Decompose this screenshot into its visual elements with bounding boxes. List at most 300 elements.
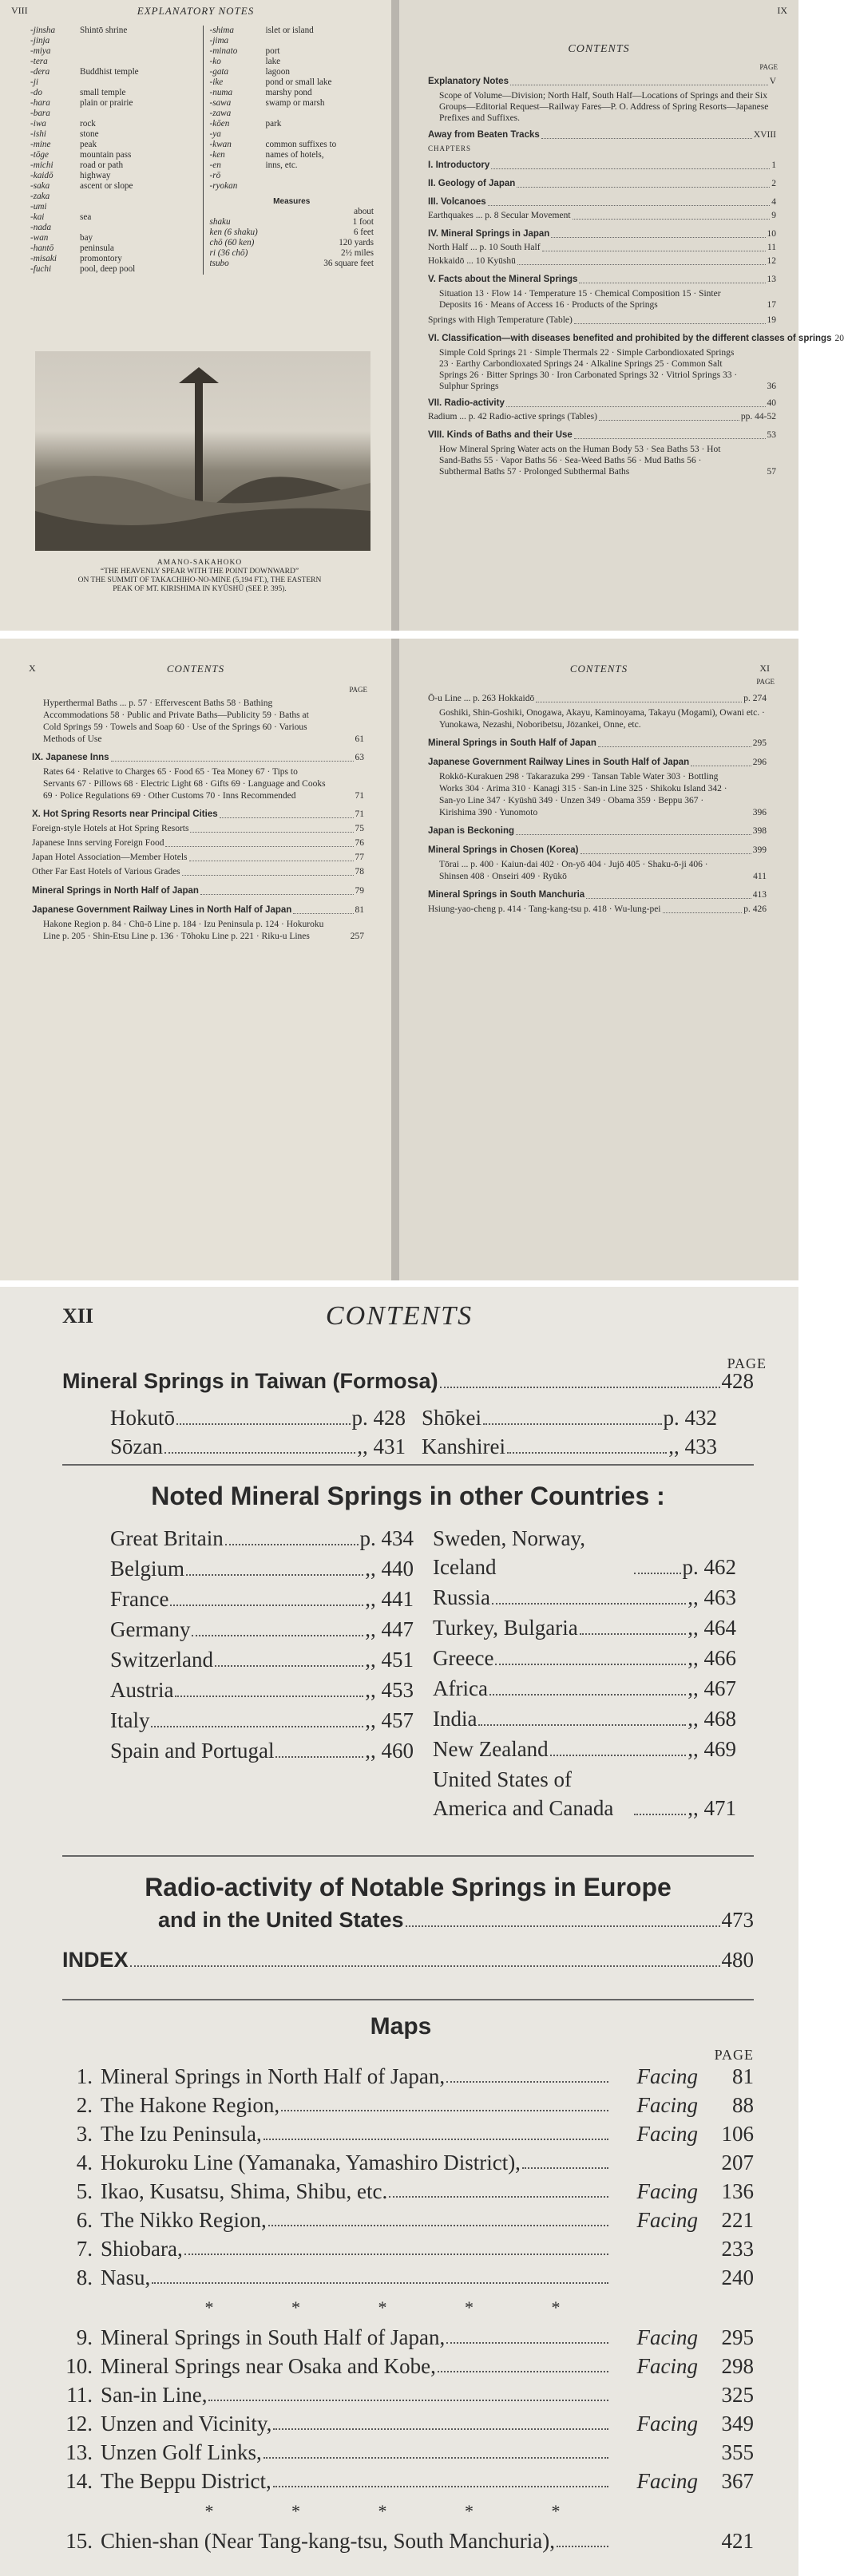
maps-section <box>48 2013 754 2557</box>
toc-leader <box>200 884 354 895</box>
toc-page: 61 <box>355 734 364 744</box>
leader <box>389 2178 608 2198</box>
page-label: PAGE <box>759 63 778 71</box>
toc-text: Hyperthermal Baths ... p. 57 · Effervescent Baths 58 · Bathing Accommodations 58 · Public and Private Baths—Publicity 59 · Baths at Cold Springs 59 · Towels and Soap 60 · Use of the Springs 60 · Various Methods of Use <box>43 698 309 744</box>
gloss-suffix: -ryokan <box>209 181 238 191</box>
map-facing: Facing <box>636 2122 698 2146</box>
gloss-row <box>210 36 374 46</box>
page-xii <box>0 1287 798 2576</box>
country-page: ,, 466 <box>687 1646 736 1670</box>
country-item <box>433 1613 736 1642</box>
taiwan-section <box>62 1367 754 1461</box>
gloss-meaning: Shintō shrine <box>80 26 128 35</box>
gloss-suffix: -numa <box>209 88 233 97</box>
country-name: Sweden, Norway, Iceland <box>433 1526 585 1579</box>
running-header: EXPLANATORY NOTES <box>137 5 255 17</box>
toc-page: 20 <box>834 334 844 343</box>
toc-leader <box>599 410 739 421</box>
toc-title: Mineral Springs in South Manchuria <box>428 890 585 900</box>
toc-entry <box>428 691 767 706</box>
gloss-row <box>30 160 195 171</box>
toc-subentries <box>32 919 364 943</box>
leader <box>273 2411 608 2430</box>
toc-text: Hakone Region p. 84 · Chū-ō Line p. 184 · Izu Peninsula p. 124 · Hokuroku Line p. 205 · Shin-Etsu Line p. 136 · Tōhoku Line p. 221 · Riku-u Lines <box>43 920 324 941</box>
toc-subentries <box>32 766 364 802</box>
toc-entry <box>32 903 364 917</box>
map-number: 15. <box>65 2529 93 2553</box>
toc-title: VIII. Kinds of Baths and their Use <box>428 430 573 440</box>
gloss-suffix: -tōge <box>30 150 49 160</box>
leader <box>176 1403 351 1425</box>
gloss-suffix: -hara <box>30 98 50 108</box>
map-page: 221 <box>721 2208 754 2232</box>
toc-page: 76 <box>355 838 364 848</box>
toc-title: Radium ... p. 42 Radio-active springs (Tables) <box>428 412 597 421</box>
toc-page: 1 <box>771 160 776 170</box>
toc-page: 40 <box>767 398 776 408</box>
toc-leader <box>293 903 353 914</box>
gloss-row <box>210 67 374 77</box>
toc-entry <box>428 843 767 857</box>
gloss-meaning: islet or island <box>265 26 314 35</box>
toc-leader <box>220 807 354 818</box>
toc-subentries <box>428 347 776 392</box>
toc-page: 4 <box>771 197 776 207</box>
toc-entry <box>428 332 844 346</box>
leader <box>275 1756 363 1758</box>
measure-row <box>210 207 374 217</box>
toc-entry <box>428 314 776 327</box>
running-header: CONTENTS <box>166 663 225 675</box>
map-entry <box>48 2150 754 2176</box>
gloss-meaning: peninsula <box>80 243 114 253</box>
gloss-row <box>210 46 374 57</box>
toc-leader <box>579 273 765 283</box>
divider <box>62 1855 754 1857</box>
running-header: CONTENTS <box>568 43 630 55</box>
country-page: ,, 463 <box>687 1585 736 1609</box>
gloss-suffix: -hantō <box>30 243 54 253</box>
gloss-row <box>210 109 374 119</box>
toc-text: Rokkō-Kurakuen 298 · Takarazuka 299 · Tansan Table Water 303 · Bottling Works 304 · Arima 310 · Kanagi 315 · San-in Line 325 · Shikoku Island 342 · San-yo Line 347 · Kyūshū 349 · Unzen 349 · Obama 359 · Beppu 367 · Kirishima 390 · Yunomoto <box>439 772 727 817</box>
gloss-row <box>210 98 374 109</box>
page-number: VIII <box>11 5 28 16</box>
toc-page: 296 <box>752 758 767 767</box>
measure-unit: ri (36 chō) <box>209 248 248 258</box>
toc-title: IV. Mineral Springs in Japan <box>428 229 550 239</box>
map-title-wrap <box>101 2207 610 2234</box>
toc-entry <box>428 159 776 172</box>
map-title: Unzen and Vicinity, <box>101 2412 272 2436</box>
leader <box>184 2236 608 2255</box>
gloss-suffix: -iwa <box>30 119 46 129</box>
gloss-suffix: -nada <box>30 223 52 232</box>
toc-leader <box>516 824 751 835</box>
gloss-suffix: -en <box>209 160 221 170</box>
map-title: Shiobara, <box>101 2237 183 2261</box>
caption-line: “THE HEAVENLY SPEAR WITH THE POINT DOWNWARD” <box>100 568 299 576</box>
gloss-row <box>30 119 195 129</box>
measure-unit: shaku <box>209 217 231 227</box>
toc-leader <box>663 902 743 913</box>
other-left-list <box>110 1524 414 1824</box>
toc-page: 71 <box>355 791 364 801</box>
toc-entry <box>428 209 776 223</box>
taiwan-item <box>422 1432 717 1461</box>
map-title-wrap <box>101 2064 610 2090</box>
leader <box>281 2092 608 2111</box>
leader <box>264 2439 608 2459</box>
gloss-suffix: -do <box>30 88 42 97</box>
toc-text: Situation 13 · Flow 14 · Temperature 15 · Chemical Composition 15 · Sinter Deposits 16 · Means of Access 16 · Products of the Springs <box>439 289 721 310</box>
map-entry <box>48 2207 754 2234</box>
gloss-suffix: -misaki <box>30 254 57 263</box>
gloss-suffix: -shima <box>209 26 234 35</box>
toc-entry <box>428 429 776 442</box>
toc-page: 71 <box>355 809 364 819</box>
toc-text: Scope of Volume—Division; North Half, South Half—Locations of Springs and their Six Groups—Editorial Request—Railway Fares—P. O. Address of Spring Resorts—Japanese Prefixes and Suffixes. <box>439 91 769 123</box>
measure-value: 1 foot <box>352 217 374 227</box>
glossary-right <box>203 26 374 275</box>
caption-line: PEAK OF MT. KIRISHIMA IN KYŪSHŪ (SEE P. 395). <box>113 585 287 593</box>
leader <box>492 1603 686 1605</box>
map-title: The Hakone Region, <box>101 2093 280 2117</box>
country-page: ,, 471 <box>687 1796 736 1820</box>
country-item <box>110 1554 414 1583</box>
gloss-meaning: peak <box>80 140 97 149</box>
toc-page: 79 <box>355 886 364 896</box>
caption-title: AMANO-SAKAHOKO <box>157 559 243 567</box>
measure-unit: ken (6 shaku) <box>209 228 258 237</box>
toc-title: Mineral Springs in Chosen (Korea) <box>428 845 579 855</box>
map-entry <box>48 2353 754 2380</box>
gloss-row <box>30 192 195 202</box>
gloss-row <box>30 233 195 243</box>
toc-entry <box>32 750 364 765</box>
leader <box>438 2353 608 2372</box>
gloss-row <box>30 150 195 160</box>
index-label: INDEX <box>62 1948 129 1972</box>
gloss-suffix: -ishi <box>30 129 46 139</box>
country-page: ,, 464 <box>687 1616 736 1640</box>
measure-unit: chō (60 ken) <box>209 238 255 247</box>
toc-entry <box>428 824 767 838</box>
gloss-meaning: Buddhist temple <box>80 67 139 77</box>
toc-subentries <box>32 698 364 746</box>
toc-page: 77 <box>355 853 364 862</box>
toc-title: Ō-u Line ... p. 263 Hokkaidō <box>428 694 535 703</box>
spread-2 <box>0 639 798 1280</box>
taiwan-item <box>110 1403 406 1432</box>
gloss-meaning: rock <box>80 119 96 129</box>
country-name: Turkey, Bulgaria <box>433 1616 578 1640</box>
measures-title: Measures <box>273 197 311 206</box>
gloss-meaning: lagoon <box>265 67 290 77</box>
leader <box>170 1605 363 1606</box>
measure-value: 36 square feet <box>323 259 374 268</box>
item-name: Hokutō <box>110 1406 175 1430</box>
leader <box>225 1544 359 1545</box>
toc-leader <box>536 691 742 702</box>
toc-leader <box>517 255 766 265</box>
toc-leader <box>574 314 766 324</box>
country-item <box>110 1736 414 1765</box>
map-facing <box>610 2439 698 2466</box>
map-title: Ikao, Kusatsu, Shima, Shibu, etc. <box>101 2179 388 2203</box>
country-name: Africa <box>433 1676 488 1700</box>
gloss-row <box>210 57 374 67</box>
spread-1 <box>0 0 844 631</box>
gloss-suffix: -umi <box>30 202 47 212</box>
gloss-suffix: -jima <box>209 36 229 46</box>
toc-title: Springs with High Temperature (Table) <box>428 315 573 325</box>
country-item <box>433 1674 736 1703</box>
map-title: Mineral Springs in North Half of Japan, <box>101 2064 446 2088</box>
country-item <box>110 1676 414 1704</box>
map-entry <box>48 2178 754 2205</box>
divider <box>62 1999 754 2000</box>
toc-entry <box>32 836 364 850</box>
map-page: 421 <box>721 2529 754 2553</box>
toc-text: Tōrai ... p. 400 · Kaiun-dai 402 · On-yō 404 · Jujō 405 · Shaku-ō-ji 406 · Shinsen 408 · Onseiri 409 · Ryūkō <box>439 860 708 881</box>
country-name: Germany <box>110 1617 191 1641</box>
map-title-wrap <box>101 2411 610 2437</box>
toc-page: XVIII <box>753 130 776 140</box>
map-number: 8. <box>76 2265 93 2289</box>
map-entry <box>48 2528 754 2554</box>
toc-entry <box>428 177 776 191</box>
country-name: India <box>433 1707 477 1731</box>
map-number: 9. <box>76 2325 93 2349</box>
toc-title: Earthquakes ... p. 8 Secular Movement <box>428 211 571 220</box>
country-page: ,, 453 <box>365 1678 414 1702</box>
map-title-wrap <box>101 2528 610 2554</box>
gloss-meaning: sea <box>80 212 92 222</box>
toc-page: 17 <box>767 300 776 310</box>
leader <box>634 1814 686 1815</box>
toc-subentries <box>428 859 767 883</box>
toc-entry <box>428 255 776 268</box>
map-number: 12. <box>65 2412 93 2436</box>
map-page: 349 <box>721 2412 754 2436</box>
gloss-suffix: -kaidō <box>30 171 53 180</box>
map-number: 13. <box>65 2440 93 2464</box>
radio-section <box>62 1873 754 1974</box>
toc-leader <box>506 397 766 407</box>
measure-row <box>210 217 374 228</box>
map-number: 10. <box>65 2354 93 2378</box>
toc-subentries <box>428 707 767 731</box>
leader <box>215 1665 363 1667</box>
toc-leader <box>541 129 752 139</box>
gloss-suffix: -tera <box>30 57 48 66</box>
country-name: United States of America and Canada <box>433 1767 614 1820</box>
other-right-list <box>433 1524 736 1824</box>
map-entry <box>48 2236 754 2262</box>
leader <box>507 1432 667 1454</box>
toc-title: Mineral Springs in South Half of Japan <box>428 738 596 748</box>
toc-page: 63 <box>355 753 364 762</box>
country-page: ,, 468 <box>687 1707 736 1731</box>
maps-list <box>48 2064 754 2554</box>
leader <box>175 1696 363 1697</box>
toc-leader <box>517 177 770 188</box>
map-number: 11. <box>66 2383 93 2407</box>
map-title: The Beppu District, <box>101 2469 271 2493</box>
country-page: ,, 460 <box>365 1739 414 1763</box>
toc-leader <box>551 228 765 238</box>
toc-leader <box>573 209 771 220</box>
separator-stars: * * * * * <box>204 2501 597 2521</box>
toc-caption: CHAPTERS <box>428 144 472 152</box>
radio-title-2: and in the United States <box>158 1908 404 1932</box>
map-title-wrap <box>101 2325 610 2351</box>
map-page: 88 <box>732 2093 754 2117</box>
map-entry <box>48 2064 754 2090</box>
toc-page: pp. 44-52 <box>740 412 776 421</box>
measure-row <box>210 259 374 269</box>
toc-title: Mineral Springs in North Half of Japan <box>32 886 199 896</box>
gloss-row <box>30 36 195 46</box>
gloss-row <box>30 88 195 98</box>
toc-leader <box>491 159 770 169</box>
radio-title-1: Radio-activity of Notable Springs in Europe <box>145 1873 672 1901</box>
toc-entry <box>32 865 364 879</box>
maps-page-label: PAGE <box>714 2047 754 2063</box>
map-entry <box>48 2439 754 2466</box>
map-entry <box>48 2325 754 2351</box>
map-title: Chien-shan (Near Tang-kang-tsu, South Manchuria), <box>101 2529 555 2553</box>
measure-row <box>210 228 374 238</box>
map-title-wrap <box>101 2236 610 2262</box>
toc-page: p. 426 <box>743 904 767 914</box>
map-page: 81 <box>732 2064 754 2088</box>
gloss-meaning: swamp or marsh <box>265 98 325 108</box>
map-title: The Izu Peninsula, <box>101 2122 262 2146</box>
toc-leader <box>691 755 751 766</box>
map-number: 4. <box>76 2151 93 2174</box>
toc-subentries <box>428 444 776 477</box>
gloss-row <box>30 254 195 264</box>
divider <box>62 1464 754 1466</box>
map-title: Mineral Springs near Osaka and Kobe, <box>101 2354 436 2378</box>
toc-subentries <box>428 288 776 311</box>
leader <box>495 1664 686 1665</box>
item-name: Shōkei <box>422 1406 482 1430</box>
toc-leader <box>510 75 768 85</box>
leader <box>208 2382 608 2401</box>
toc-page: 411 <box>753 872 767 881</box>
country-name: France <box>110 1587 169 1611</box>
gloss-suffix: -ya <box>209 129 221 139</box>
gloss-suffix: -wan <box>30 233 49 243</box>
map-title: Unzen Golf Links, <box>101 2440 262 2464</box>
gloss-suffix: -ji <box>30 77 38 87</box>
country-page: ,, 469 <box>687 1737 736 1761</box>
leader <box>580 1633 687 1635</box>
gloss-row <box>210 150 374 160</box>
other-section <box>62 1482 754 1824</box>
measure-unit: tsubo <box>209 259 229 268</box>
toc-entry <box>428 273 776 287</box>
page-xi <box>399 639 798 1280</box>
gloss-row <box>210 129 374 140</box>
page-label: PAGE <box>756 678 775 686</box>
toc-entry <box>428 410 776 424</box>
map-page: 295 <box>721 2325 754 2349</box>
country-page: ,, 447 <box>365 1617 414 1641</box>
gloss-row <box>30 202 195 212</box>
leader <box>557 2528 608 2547</box>
gloss-suffix: -jinsha <box>30 26 56 35</box>
gloss-row <box>30 129 195 140</box>
toc-leader <box>574 429 766 439</box>
taiwan-title: Mineral Springs in Taiwan (Formosa) <box>62 1369 438 1393</box>
gloss-meaning: pool, deep pool <box>80 264 136 274</box>
gloss-suffix: -rō <box>209 171 221 180</box>
toc-page: 78 <box>355 867 364 876</box>
country-item <box>433 1583 736 1612</box>
measure-value: about <box>354 207 374 216</box>
toc-title: VI. Classification—with diseases benefited and prohibited by the different classes of springs <box>428 334 832 343</box>
gloss-row <box>210 77 374 88</box>
map-title: Mineral Springs in South Half of Japan, <box>101 2325 446 2349</box>
gloss-meaning: marshy pond <box>265 88 312 97</box>
toc-title: Japanese Government Railway Lines in South Half of Japan <box>428 758 690 767</box>
index-page: 480 <box>721 1948 754 1972</box>
toc-title: V. Facts about the Mineral Springs <box>428 275 578 284</box>
page-number: XII <box>62 1304 94 1328</box>
toc-page: 81 <box>355 905 364 915</box>
map-page: 240 <box>721 2265 754 2289</box>
gloss-meaning: plain or prairie <box>80 98 133 108</box>
gloss-meaning: stone <box>80 129 99 139</box>
toc-list <box>32 696 364 946</box>
map-facing: Facing <box>636 2093 698 2117</box>
country-name: Great Britain <box>110 1526 224 1550</box>
toc-title: I. Introductory <box>428 160 490 170</box>
map-page: 207 <box>721 2151 754 2174</box>
item-page: p. 428 <box>351 1406 406 1430</box>
map-number: 6. <box>76 2208 93 2232</box>
map-facing <box>610 2236 698 2262</box>
toc-subentries <box>428 771 767 819</box>
map-title-wrap <box>101 2468 610 2495</box>
country-page: ,, 440 <box>365 1557 414 1581</box>
page-x <box>0 639 391 1280</box>
toc-title: North Half ... p. 10 South Half <box>428 243 541 252</box>
item-page: ,, 433 <box>668 1434 717 1458</box>
toc-page: 12 <box>767 256 776 266</box>
country-page: ,, 441 <box>365 1587 414 1611</box>
gloss-suffix: -bara <box>30 109 50 118</box>
gloss-suffix: -mine <box>30 140 51 149</box>
toc-entry <box>428 75 776 89</box>
gloss-row <box>30 243 195 254</box>
toc-text: How Mineral Spring Water acts on the Human Body 53 · Sea Baths 53 · Hot Sand-Baths 55 · Vapor Baths 56 · Sea-Weed Baths 56 · Mud Baths 56 · Subthermal Baths 57 · Prolonged Subthermal Baths <box>439 445 721 477</box>
toc-page: 295 <box>752 738 767 748</box>
suffix-glossary <box>30 26 374 275</box>
measure-row <box>210 238 374 248</box>
toc-page: p. 274 <box>743 694 767 703</box>
country-item <box>110 1706 414 1735</box>
map-page: 367 <box>721 2469 754 2493</box>
toc-page: 10 <box>767 229 776 239</box>
map-page: 298 <box>721 2354 754 2378</box>
gloss-suffix: -gata <box>209 67 229 77</box>
map-facing: Facing <box>636 2469 698 2493</box>
map-facing: Facing <box>636 2179 698 2203</box>
